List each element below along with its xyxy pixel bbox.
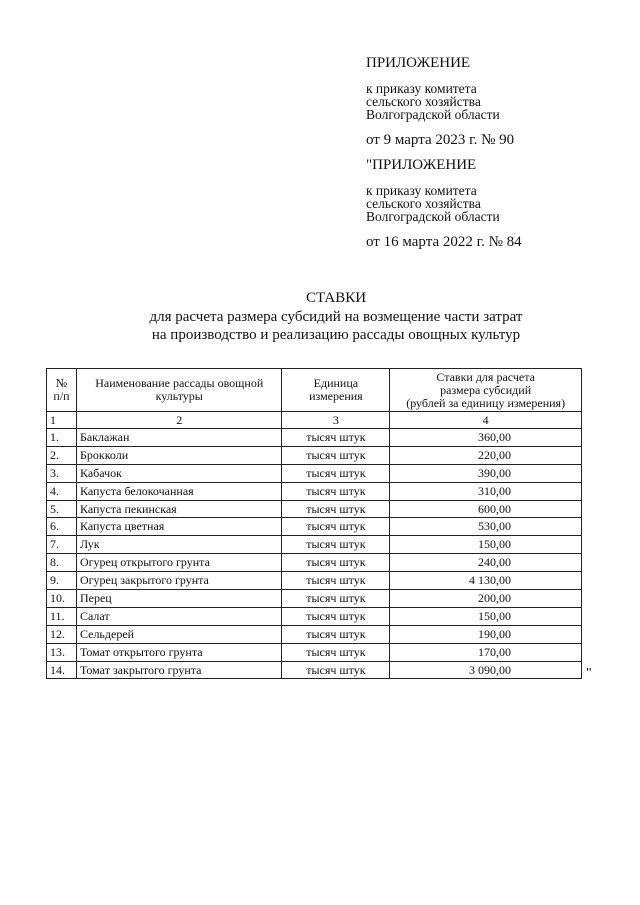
rate-value: 360,00 xyxy=(390,429,582,447)
document-subtitle: для расчета размера субсидий на возмещение части затрат xyxy=(149,309,523,325)
header-name xyxy=(76,369,282,412)
row-number: 10. xyxy=(47,590,77,608)
crop-name: Брокколи xyxy=(76,446,282,464)
table-row xyxy=(47,643,582,661)
appendix-line: сельского хозяйства xyxy=(366,94,481,109)
crop-name: Томат закрытого грунта xyxy=(76,661,282,679)
unit-cell: тысяч штук xyxy=(282,500,390,518)
row-number: 1. xyxy=(47,429,77,447)
index-cell: 2 xyxy=(76,412,282,429)
table-row xyxy=(47,500,582,518)
crop-name: Капуста пекинская xyxy=(76,500,282,518)
table-header-row xyxy=(47,369,582,412)
row-number: 11. xyxy=(47,607,77,625)
crop-name: Томат открытого грунта xyxy=(76,643,282,661)
rate-value: 530,00 xyxy=(390,518,582,536)
document-title: СТАВКИ xyxy=(305,290,367,306)
crop-name: Капуста цветная xyxy=(76,518,282,536)
crop-name: Кабачок xyxy=(76,464,282,482)
row-number: 6. xyxy=(47,518,77,536)
unit-cell: тысяч штук xyxy=(282,464,390,482)
rate-value: 150,00 xyxy=(390,536,582,554)
header-rate-line: Ставки для расчета xyxy=(436,369,535,384)
table-row xyxy=(47,625,582,643)
crop-name: Сельдерей xyxy=(76,625,282,643)
rate-value: 220,00 xyxy=(390,446,582,464)
appendix-line: сельского хозяйства xyxy=(366,196,481,211)
header-name-line: культуры xyxy=(155,389,203,403)
closing-quote: " xyxy=(586,666,592,681)
table-row xyxy=(47,572,582,590)
header-num-line: № xyxy=(55,376,68,390)
appendix-line: к приказу комитета xyxy=(366,81,477,96)
row-number: 13. xyxy=(47,643,77,661)
appendix-line: к приказу комитета xyxy=(366,183,477,198)
crop-name: Салат xyxy=(76,607,282,625)
header-rate-line: (рублей за единицу измерения) xyxy=(406,395,566,410)
row-number: 12. xyxy=(47,625,77,643)
rate-value: 390,00 xyxy=(390,464,582,482)
header-rate-line: размера субсидий xyxy=(440,382,532,397)
row-number: 9. xyxy=(47,572,77,590)
crop-name: Перец xyxy=(76,590,282,608)
rate-value: 200,00 xyxy=(390,590,582,608)
unit-cell: тысяч штук xyxy=(282,446,390,464)
unit-cell: тысяч штук xyxy=(282,518,390,536)
table-row xyxy=(47,464,582,482)
row-number: 14. xyxy=(47,661,77,679)
row-number: 2. xyxy=(47,446,77,464)
unit-cell: тысяч штук xyxy=(282,572,390,590)
row-number: 7. xyxy=(47,536,77,554)
crop-name: Огурец открытого грунта xyxy=(76,554,282,572)
header-name-line: Наименование рассады овощной xyxy=(95,376,264,390)
table-body xyxy=(47,429,582,679)
table-row xyxy=(47,446,582,464)
row-number: 4. xyxy=(47,482,77,500)
rate-value: 600,00 xyxy=(390,500,582,518)
unit-cell: тысяч штук xyxy=(282,429,390,447)
rate-value: 4 130,00 xyxy=(390,572,582,590)
row-number: 3. xyxy=(47,464,77,482)
appendix-line: Волгоградской области xyxy=(366,209,500,224)
row-number: 5. xyxy=(47,500,77,518)
appendix-title: ПРИЛОЖЕНИЕ xyxy=(366,55,471,71)
rate-value: 3 090,00 xyxy=(390,661,582,679)
table-row xyxy=(47,482,582,500)
rate-value: 150,00 xyxy=(390,607,582,625)
table-row xyxy=(47,661,582,679)
index-cell: 3 xyxy=(282,412,390,429)
unit-cell: тысяч штук xyxy=(282,590,390,608)
unit-cell: тысяч штук xyxy=(282,554,390,572)
header-num-line: п/п xyxy=(53,389,70,403)
unit-cell: тысяч штук xyxy=(282,661,390,679)
unit-cell: тысяч штук xyxy=(282,625,390,643)
header-rate xyxy=(390,369,582,412)
index-cell: 4 xyxy=(390,412,582,429)
crop-name: Капуста белокочанная xyxy=(76,482,282,500)
table-row xyxy=(47,536,582,554)
header-num xyxy=(47,369,77,412)
crop-name: Огурец закрытого грунта xyxy=(76,572,282,590)
appendix-date: от 9 марта 2023 г. № 90 xyxy=(366,132,515,148)
table-row xyxy=(47,590,582,608)
document-subtitle: на производство и реализацию рассады овощных культур xyxy=(151,327,521,343)
rate-value: 170,00 xyxy=(390,643,582,661)
table-row xyxy=(47,518,582,536)
crop-name: Лук xyxy=(76,536,282,554)
rate-value: 190,00 xyxy=(390,625,582,643)
unit-cell: тысяч штук xyxy=(282,536,390,554)
row-number: 8. xyxy=(47,554,77,572)
rate-value: 310,00 xyxy=(390,482,582,500)
table-row xyxy=(47,554,582,572)
crop-name: Баклажан xyxy=(76,429,282,447)
index-cell: 1 xyxy=(47,412,77,429)
rates-table xyxy=(46,368,582,679)
table-row xyxy=(47,607,582,625)
header-unit-line: Единица xyxy=(313,376,359,390)
unit-cell: тысяч штук xyxy=(282,643,390,661)
header-unit-line: измерения xyxy=(309,389,363,403)
appendix-date: от 16 марта 2022 г. № 84 xyxy=(366,234,522,250)
appendix-line: Волгоградской области xyxy=(366,107,500,122)
rate-value: 240,00 xyxy=(390,554,582,572)
appendix-title: "ПРИЛОЖЕНИЕ xyxy=(366,157,477,173)
header-unit xyxy=(282,369,390,412)
index-row xyxy=(47,412,582,429)
table-row xyxy=(47,429,582,447)
unit-cell: тысяч штук xyxy=(282,482,390,500)
unit-cell: тысяч штук xyxy=(282,607,390,625)
